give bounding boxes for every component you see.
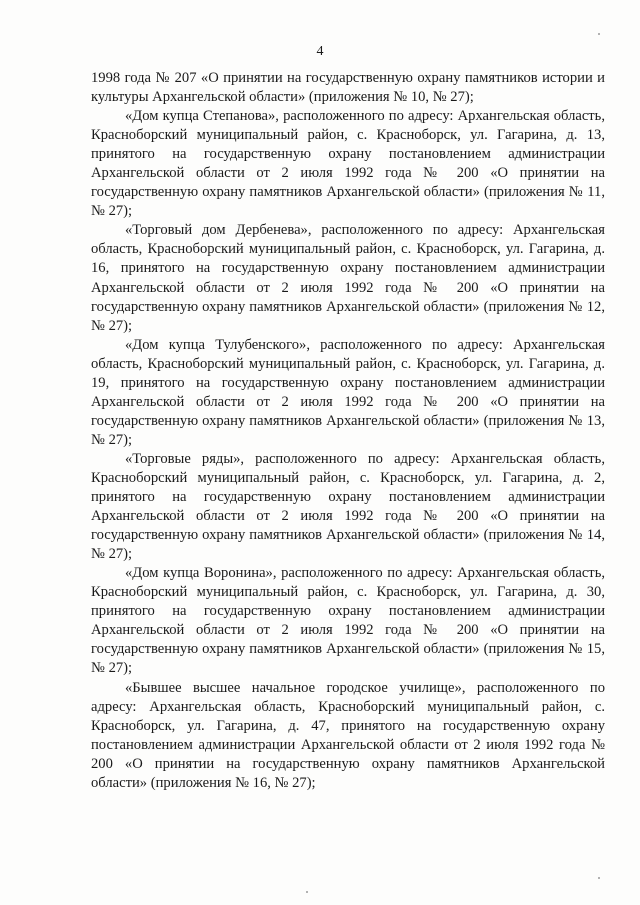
paragraph-byvshee-uchilishche: «Бывшее высшее начальное городское училище», расположенного по адресу: Архангельская область, Красноборский муниципальный район, с. Красноборск, ул. Гагарина, д. 47, принятого на государственную охрану постановлением администрации Архангельской области от 2 июля 1992 года № 200 «О принятии на государственную охрану памятников Архангельской области» (приложения № 16, № 27); [91,679,605,791]
paragraph-torgovye-ryady: «Торговые ряды», расположенного по адресу: Архангельская область, Красноборский муниципальный район, с. Красноборск, ул. Гагарина, д. 2, принятого на государственную охрану постановлением администрации Архангельской области от 2 июля 1992 года № 200 «О принятии на государственную охрану памятников Архангельской области» (приложения № 14, № 27); [91,450,605,563]
paragraph-continuation: 1998 года № 207 «О принятии на государственную охрану памятников истории и культуры Архангельской области» (приложения № 10, № 27); [91,70,605,106]
paragraph-dom-kuptsa-stepanova: «Дом купца Степанова», расположенного по адресу: Архангельская область, Красноборский муниципальный район, с. Красноборск, ул. Гагарина, д. 13, принятого на государственную охрану постановлением администрации Архангельской области от 2 июля 1992 года № 200 «О принятии на государственную охрану памятников Архангельской области» (приложения № 11, № 27); [91,108,605,220]
scan-speck [598,33,600,35]
scan-speck [598,877,600,879]
paragraph-dom-kuptsa-tulubenskogo: «Дом купца Тулубенского», расположенного по адресу: Архангельская область, Красноборский муниципальный район, с. Красноборск, ул. Гагарина, д. 19, принятого на государственную охрану постановлением администрации Архангельской области от 2 июля 1992 года № 200 «О принятии на государственную охрану памятников Архангельской области» (приложения № 13, № 27); [91,336,605,448]
document-body [91,69,605,793]
page-number: 4 [316,44,324,59]
paragraph-dom-kuptsa-voronina: «Дом купца Воронина», расположенного по адресу: Архангельская область, Красноборский муниципальный район, с. Красноборск, ул. Гагарина, д. 30, принятого на государственную охрану постановлением администрации Архангельской области от 2 июля 1992 года № 200 «О принятии на государственную охрану памятников Архангельской области» (приложения № 15, № 27); [91,565,605,677]
scan-speck [306,891,308,893]
paragraph-torgovyi-dom-derbeneva: «Торговый дом Дербенева», расположенного по адресу: Архангельская область, Красноборский муниципальный район, с. Красноборск, ул. Гагарина, д. 16, принятого на государственную охрану постановлением администрации Архангельской области от 2 июля 1992 года № 200 «О принятии на государственную охрану памятников Архангельской области» (приложения № 12, № 27); [91,222,605,334]
